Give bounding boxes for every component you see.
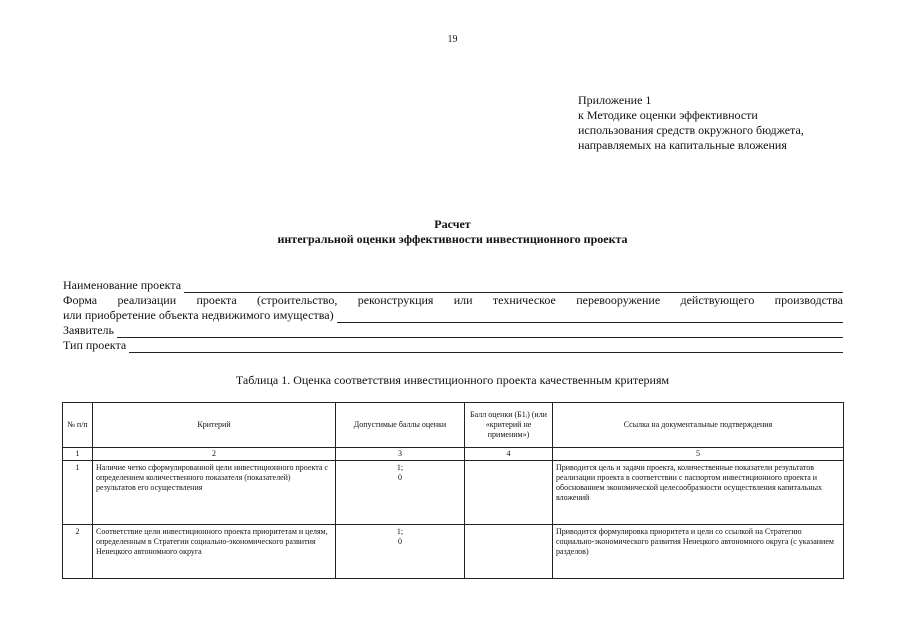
column-number: 5 [553, 448, 844, 461]
allowed-score: 1; [396, 527, 404, 536]
header-row [63, 403, 844, 448]
column-number: 3 [336, 448, 465, 461]
allowed-score: 0 [398, 473, 402, 482]
applicant-blank[interactable] [117, 326, 843, 338]
appendix-line: использования средств окружного бюджета, [578, 123, 804, 137]
allowed-score: 1; [396, 463, 404, 472]
page-number: 19 [447, 34, 458, 45]
project-name-field [63, 278, 843, 293]
title-line-2: интегральной оценки эффективности инвестиционного проекта [277, 232, 628, 246]
table-row [63, 461, 844, 525]
document-title [0, 217, 905, 247]
form-line-2-label: или приобретение объекта недвижимого имущества) [63, 308, 334, 322]
table-row [63, 525, 844, 579]
row-criterion: Наличие четко сформулированной цели инвестиционного проекта с определением количественного показателя (показателей) результатов его осуществления [93, 461, 336, 525]
header-allowed-scores: Допустимые баллы оценки [336, 403, 465, 448]
appendix-line: к Методике оценки эффективности [578, 108, 758, 122]
column-number: 2 [93, 448, 336, 461]
row-num: 1 [63, 461, 93, 525]
column-number-row [63, 448, 844, 461]
allowed-score: 0 [398, 537, 402, 546]
form-field [63, 308, 843, 323]
header-reference: Ссылка на документальные подтверждения [553, 403, 844, 448]
project-type-blank[interactable] [129, 341, 843, 353]
header-criterion: Критерий [93, 403, 336, 448]
appendix-line: направляемых на капитальные вложения [578, 138, 787, 152]
table-caption: Таблица 1. Оценка соответствия инвестиционного проекта качественным критериям [235, 373, 670, 387]
header-num: № п/п [63, 403, 93, 448]
project-fields [63, 278, 843, 353]
column-number: 1 [63, 448, 93, 461]
applicant-label: Заявитель [63, 323, 114, 337]
criteria-table [62, 402, 844, 579]
project-type-field [63, 338, 843, 353]
row-score-cell[interactable] [465, 461, 553, 525]
form-blank[interactable] [337, 311, 843, 323]
appendix-line: Приложение 1 [578, 93, 652, 107]
header-score: Балл оценки (Б1ᵢ) (или «критерий не применим») [465, 403, 553, 448]
row-criterion: Соответствие цели инвестиционного проекта приоритетам и целям, определенным в Стратегии социально-экономического развития Ненецкого автономного округа [93, 525, 336, 579]
row-num: 2 [63, 525, 93, 579]
project-name-label: Наименование проекта [63, 278, 182, 292]
row-allowed-scores [336, 461, 465, 525]
applicant-field [63, 323, 843, 338]
row-score-cell[interactable] [465, 525, 553, 579]
row-reference: Приводится формулировка приоритета и цели со ссылкой на Стратегию социально-экономического развития Ненецкого автономного округа (с указанием разделов) [553, 525, 844, 579]
form-line-1: Форма реализации проекта (строительство, реконструкция или техническое перевооружение действующего производства [63, 293, 843, 307]
project-name-blank[interactable] [184, 281, 843, 293]
row-allowed-scores [336, 525, 465, 579]
column-number: 4 [465, 448, 553, 461]
project-type-label: Тип проекта [63, 338, 127, 352]
row-reference: Приводится цель и задачи проекта, количественные показатели результатов реализации проекта в соответствии с паспортом инвестиционного проекта и обоснованием экономической целесообразности осуществления капитальных вложений [553, 461, 844, 525]
title-line-1: Расчет [434, 217, 471, 231]
appendix-note [578, 93, 804, 153]
